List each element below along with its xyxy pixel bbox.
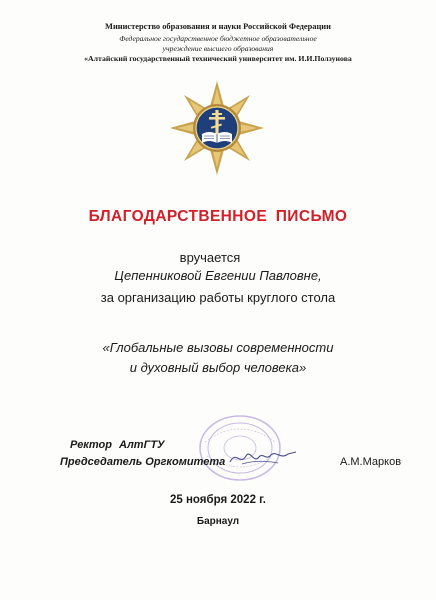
awarded-to-label: вручается: [179, 250, 241, 265]
handwritten-signature-icon: [228, 446, 298, 468]
institution-type-line-2: учреждение высшего образования: [162, 44, 274, 53]
ministry-heading: Министерство образования и науки Российской Федерации: [105, 22, 331, 31]
topic-line-2: и духовный выбор человека»: [129, 360, 307, 375]
issue-city: Барнаул: [196, 516, 240, 527]
letter-title: БЛАГОДАРСТВЕННОЕ ПИСЬМО: [88, 208, 348, 225]
committee-chair-title: Председатель Оргкомитета: [60, 456, 226, 468]
award-reason: за организацию работы круглого стола: [100, 290, 336, 305]
recipient-name: Цепенниковой Евгении Павловне,: [114, 268, 322, 283]
signer-name: А.М.Марков: [340, 456, 402, 468]
university-emblem-icon: [169, 80, 265, 176]
issue-date: 25 ноября 2022 г.: [169, 494, 266, 506]
institution-type-line-1: Федеральное государственное бюджетное образовательное: [119, 34, 317, 43]
topic-line-1: «Глобальные вызовы современности: [102, 340, 334, 355]
university-name: «Алтайский государственный технический университет им. И.И.Ползунова: [84, 54, 352, 63]
rector-title: Ректор АлтГТУ: [70, 439, 165, 451]
